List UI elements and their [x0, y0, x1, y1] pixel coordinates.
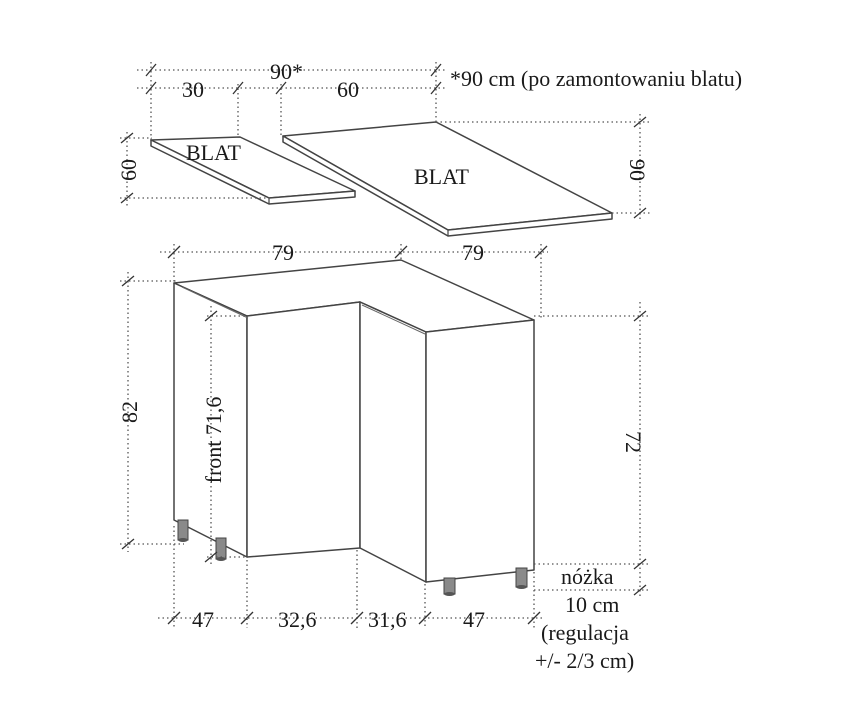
leg-1 — [178, 520, 188, 540]
front-height-label: front 71,6 — [201, 396, 226, 484]
leg-label: nóżka — [561, 564, 614, 589]
countertop-total-width-label: 90* — [270, 59, 303, 84]
bottom-width-1-label: 47 — [192, 607, 214, 632]
leg-size-label: 10 cm — [565, 592, 620, 617]
cabinet-top-left-width-label: 79 — [272, 240, 294, 265]
countertop-note-label: *90 cm (po zamontowaniu blatu) — [450, 66, 743, 91]
countertop-right-width-label: 60 — [337, 77, 359, 102]
leg-adjust-label-2: +/- 2/3 cm) — [535, 648, 635, 673]
cabinet-top-right-width-label: 79 — [462, 240, 484, 265]
leg-4 — [516, 568, 527, 587]
cabinet-height-label: 82 — [117, 401, 142, 423]
bottom-width-3-label: 31,6 — [368, 607, 407, 632]
leg-2 — [216, 538, 226, 559]
cabinet-body — [174, 260, 534, 582]
countertop-left-width-label: 30 — [182, 77, 204, 102]
countertop-left-label: BLAT — [186, 140, 241, 165]
countertop-right-label: BLAT — [414, 164, 469, 189]
leg-3 — [444, 578, 455, 594]
bottom-width-4-label: 47 — [463, 607, 485, 632]
countertop-right-depth-label: 90 — [625, 159, 650, 181]
bottom-width-2-label: 32,6 — [278, 607, 317, 632]
leg-adjust-label-1: (regulacja — [541, 620, 629, 645]
body-height-label: 72 — [621, 431, 646, 453]
countertop-left-depth-label: 60 — [116, 159, 141, 181]
